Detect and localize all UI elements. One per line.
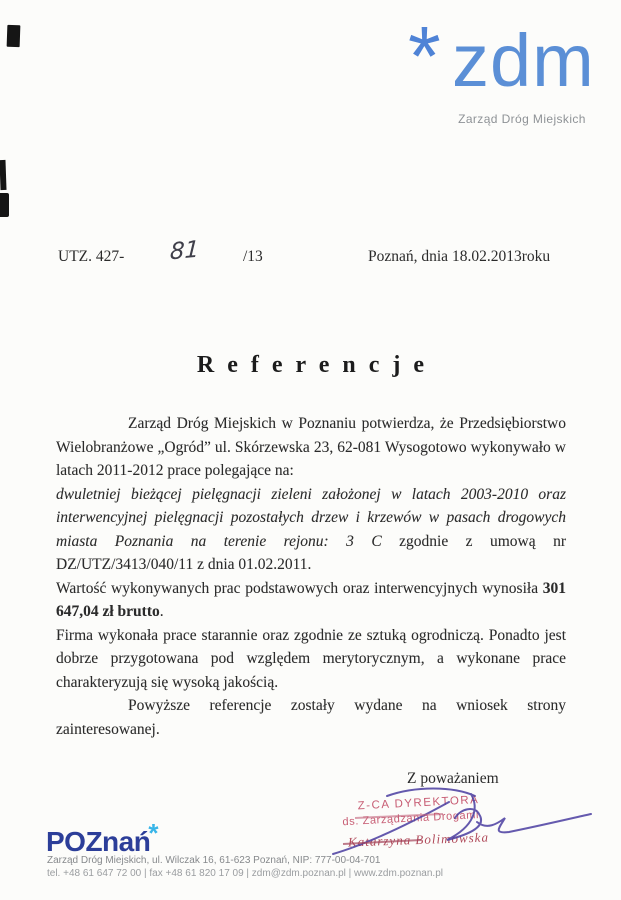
closing-phrase: Z poważaniem xyxy=(407,770,499,787)
footer-address-line: Zarząd Dróg Miejskich, ul. Wilczak 16, 61-623 Poznań, NIP: 777-00-04-701 xyxy=(47,855,381,866)
poznan-city-logo xyxy=(46,818,159,857)
zdm-logo xyxy=(408,9,595,126)
document-title: Referencje xyxy=(196,352,438,378)
footer-contact-line: tel. +48 61 647 72 00 | fax +48 61 820 17 09 | zdm@zdm.poznan.pl | www.zdm.poznan.pl xyxy=(47,868,443,879)
body-paragraph-1: Zarząd Dróg Miejskich w Poznaniu potwierdza, że Przedsiębiorstwo Wielobranżowe „Ogród” ul. Skórzewska 23, 62-081 Wysogotowo wykonywało w latach 2011-2012 prace polegające na: xyxy=(56,415,566,479)
body-paragraph-3-period: . xyxy=(159,603,164,620)
body-paragraph-2-regular: zgodnie z umową nr DZ/UTZ/3413/040/11 z dnia 01.02.2011. xyxy=(56,532,566,573)
body-paragraph-3-regular: Wartość wykonywanych prac podstawowych oraz interwencyjnych wynosiła xyxy=(56,579,543,597)
signature-stroke-arc xyxy=(387,789,475,797)
letter-body xyxy=(56,412,566,741)
body-paragraph-4: Firma wykonała prace starannie oraz zgodnie ze sztuką ogrodniczą. Ponadto jest dobrze przygotowana pod względem merytorycznym, a wykonane prace charakteryzują się wysoką jakością. xyxy=(56,626,566,691)
signature-stroke-tail xyxy=(477,814,591,832)
name-strike-line xyxy=(343,840,421,844)
scan-artifact-left-edge-1 xyxy=(0,160,7,190)
zdm-logo-subtitle: Zarząd Dróg Miejskich xyxy=(458,112,586,126)
stamp-name: Katarzyna Bolimowska xyxy=(347,829,490,850)
reference-line xyxy=(0,236,621,280)
body-paragraph-5: Powyższe referencje zostały wydane na wniosek strony zainteresowanej. xyxy=(56,697,566,738)
poznan-logo-text: POZnań xyxy=(46,826,151,857)
stamp-title-line: Z-CA DYREKTORA xyxy=(357,794,480,813)
body-paragraph-2-italic: dwuletniej bieżącej pielęgnacji zieleni założonej w latach 2003-2010 oraz interwencyjnej pielęgnacji pozostałych drzew i krzewów w pasach drogowych miasta Poznania na terenie rejonu: 3 C xyxy=(56,485,566,550)
zdm-logo-text: zdm xyxy=(452,19,595,102)
stamp-smudge-line xyxy=(355,814,443,818)
poznan-star-icon: * xyxy=(148,818,159,848)
handwritten-signature xyxy=(325,782,605,862)
signature-stroke-flourish xyxy=(447,794,481,840)
body-paragraph-2 xyxy=(56,483,566,577)
scan-artifact-left-edge-2 xyxy=(0,193,9,217)
body-paragraph-3 xyxy=(56,577,566,624)
place-and-date: Poznań, dnia 18.02.2013roku xyxy=(368,248,551,265)
signature-stroke-diagonal xyxy=(333,802,449,854)
handwritten-reference-number: 81 xyxy=(169,236,200,266)
reference-number-prefix: UTZ. 427- xyxy=(58,248,125,265)
footer-contact-block xyxy=(47,854,467,880)
reference-number-suffix: /13 xyxy=(243,248,263,265)
scan-artifact-top-left xyxy=(7,25,21,47)
zdm-asterisk-icon: * xyxy=(408,9,441,103)
stamp-department-line: ds. Zarządzania Drogami xyxy=(342,809,480,829)
contract-value-bold: 301 647,04 zł brutto xyxy=(56,579,566,620)
